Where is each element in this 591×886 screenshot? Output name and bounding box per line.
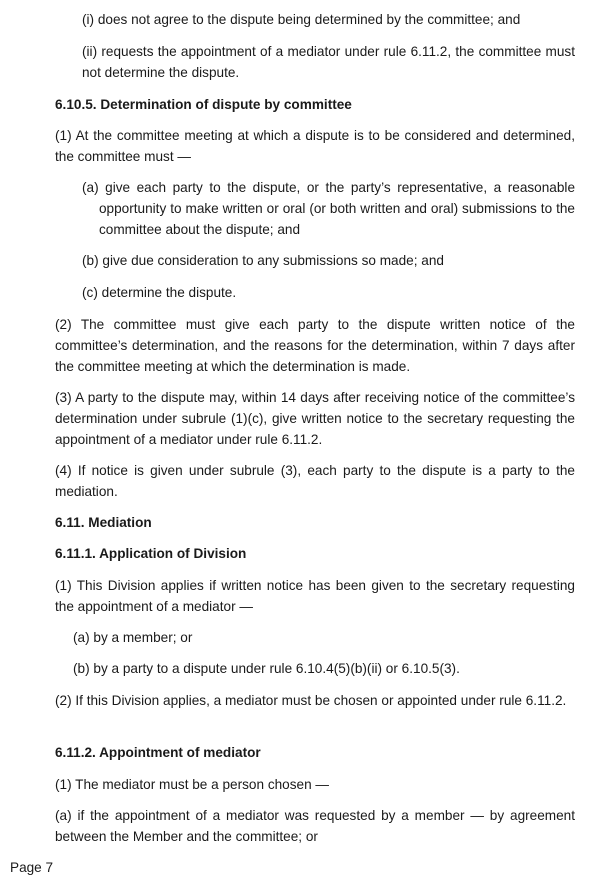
paragraph-6-10-5-3: (3) A party to the dispute may, within 14 days after receiving notice of the committee’s determination under subrule (1)(c), give written notice to the secretary requesting the appointment of a mediator under rule 6.11.2.	[55, 390, 575, 447]
paragraph-6-10-5-4: (4) If notice is given under subrule (3), each party to the dispute is a party to the mediation.	[55, 463, 575, 499]
page-number: Page 7	[10, 860, 54, 875]
heading-6-11-2: 6.11.2. Appointment of mediator	[55, 745, 261, 760]
paragraph-6-10-5-1c: (c) determine the dispute.	[82, 285, 237, 300]
paragraph-6-11-2-1a: (a) if the appointment of a mediator was requested by a member — by agreement between the Member and the committee; or	[55, 808, 575, 844]
paragraph-6-10-5-2: (2) The committee must give each party to the dispute written notice of the committee’s determination, and the reasons for the determination, within 7 days after the committee meeting at which the determination is made.	[55, 317, 575, 374]
paragraph-6-10-5-1a: (a) give each party to the dispute, or the party’s representative, a reasonable opportunity to make written or oral (or both written and oral) submissions to the committee about the dispute; and	[82, 180, 575, 237]
heading-6-10-5: 6.10.5. Determination of dispute by committee	[55, 97, 352, 112]
paragraph-6-11-2-1: (1) The mediator must be a person chosen —	[55, 777, 330, 792]
paragraph-6-10-5-1: (1) At the committee meeting at which a dispute is to be considered and determined, the committee must —	[55, 128, 575, 164]
paragraph-6-11-1-1a: (a) by a member; or	[73, 630, 193, 645]
heading-6-11-1: 6.11.1. Application of Division	[55, 546, 247, 561]
paragraph-6-11-1-1b: (b) by a party to a dispute under rule 6.10.4(5)(b)(ii) or 6.10.5(3).	[73, 661, 460, 676]
paragraph-6-10-5-1b: (b) give due consideration to any submissions so made; and	[82, 253, 444, 268]
paragraph-i: (i) does not agree to the dispute being determined by the committee; and	[82, 12, 521, 27]
paragraph-6-11-1-2: (2) If this Division applies, a mediator must be chosen or appointed under rule 6.11.2.	[55, 693, 567, 708]
paragraph-6-11-1-1: (1) This Division applies if written notice has been given to the secretary requesting the appointment of a mediator —	[55, 578, 575, 614]
paragraph-ii: (ii) requests the appointment of a mediator under rule 6.11.2, the committee must not determine the dispute.	[82, 44, 575, 80]
heading-6-11: 6.11. Mediation	[55, 515, 152, 530]
